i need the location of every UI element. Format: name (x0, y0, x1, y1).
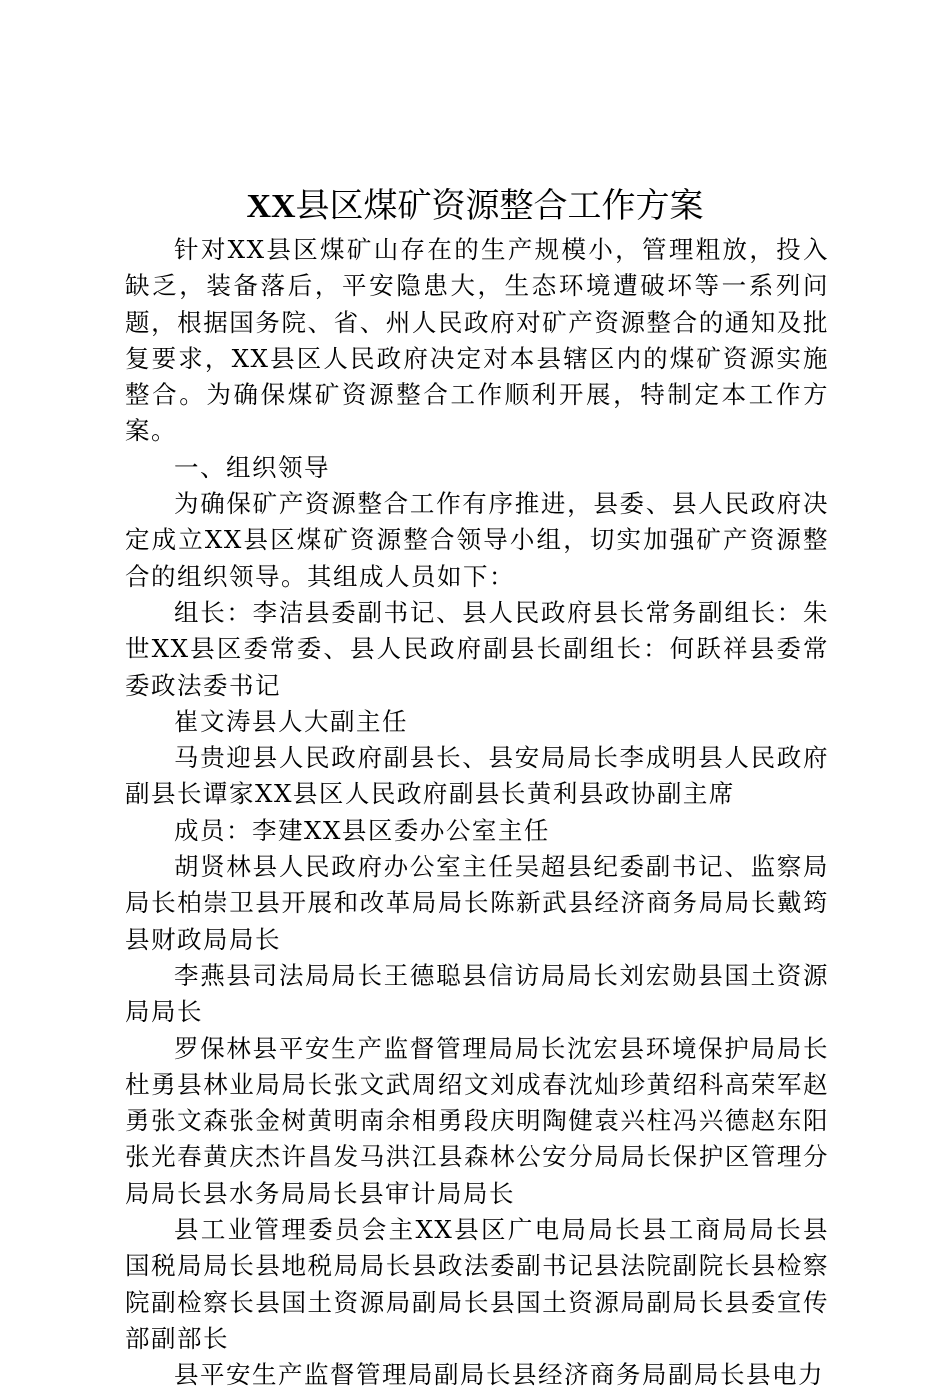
paragraph-deputies: 马贵迎县人民政府副县长、县安局局长李成明县人民政府副县长谭家XX县区人民政府副县长黄利县政协副主席 (125, 743, 829, 809)
section-heading-organization: 一、组织领导 (174, 452, 330, 482)
paragraph-members-4: 县工业管理委员会主XX县区广电局局长县工商局局长县国税局局长县地税局局长县政法委副书记县法院副院长县检察院副检察长县国土资源局副局长县国土资源局副局长县委宣传部副部长 (125, 1215, 829, 1353)
document-body (125, 232, 829, 1394)
paragraph-leaders: 组长：李洁县委副书记、县人民政府县长常务副组长：朱世XX县区委常委、县人民政府副县长副组长：何跃祥县委常委政法委书记 (125, 597, 829, 700)
paragraph-members-1: 胡贤林县人民政府办公室主任吴超县纪委副书记、监察局局长柏崇卫县开展和改革局局长陈新武县经济商务局局长戴筠县财政局局长 (125, 852, 829, 954)
paragraph-intro: 针对XX县区煤矿山存在的生产规模小，管理粗放，投入缺乏，装备落后，平安隐患大，生态环境遭破坏等一系列问题，根据国务院、省、州人民政府对矿产资源整合的通知及批复要求，XX县区人民政府决定对本县辖区内的煤矿资源实施整合。为确保煤矿资源整合工作顺利开展，特制定本工作方案。 (125, 235, 829, 446)
paragraph-members-2: 李燕县司法局局长王德聪县信访局局长刘宏勋县国土资源局局长 (125, 960, 829, 1027)
title-text: 县区煤矿资源整合工作方案 (295, 186, 704, 226)
document-title (0, 182, 950, 231)
paragraph-members-heading: 成员：李建XX县区委办公室主任 (174, 815, 550, 845)
paragraph-leadership-group: 为确保矿产资源整合工作有序推进，县委、县人民政府决定成立XX县区煤矿资源整合领导小组，切实加强矿产资源整合的组织领导。其组成人员如下： (125, 489, 829, 591)
paragraph-members-3: 罗保林县平安生产监督管理局局长沈宏县环境保护局局长杜勇县林业局局长张文武周绍文刘成春沈灿珍黄绍科高荣军赵勇张文森张金树黄明南余相勇段庆明陶健袁兴柱冯兴德赵东阳张光春黄庆杰许昌发马洪江县森林公安分局局长保护区管理分局局长县水务局局长县审计局局长 (125, 1033, 829, 1208)
paragraph-members-5: 县平安生产监督管理局副局长县经济商务局副局长县电力 (174, 1360, 824, 1390)
paragraph-deputy: 崔文涛县人大副主任 (174, 706, 408, 736)
title-prefix: XX (246, 188, 296, 225)
